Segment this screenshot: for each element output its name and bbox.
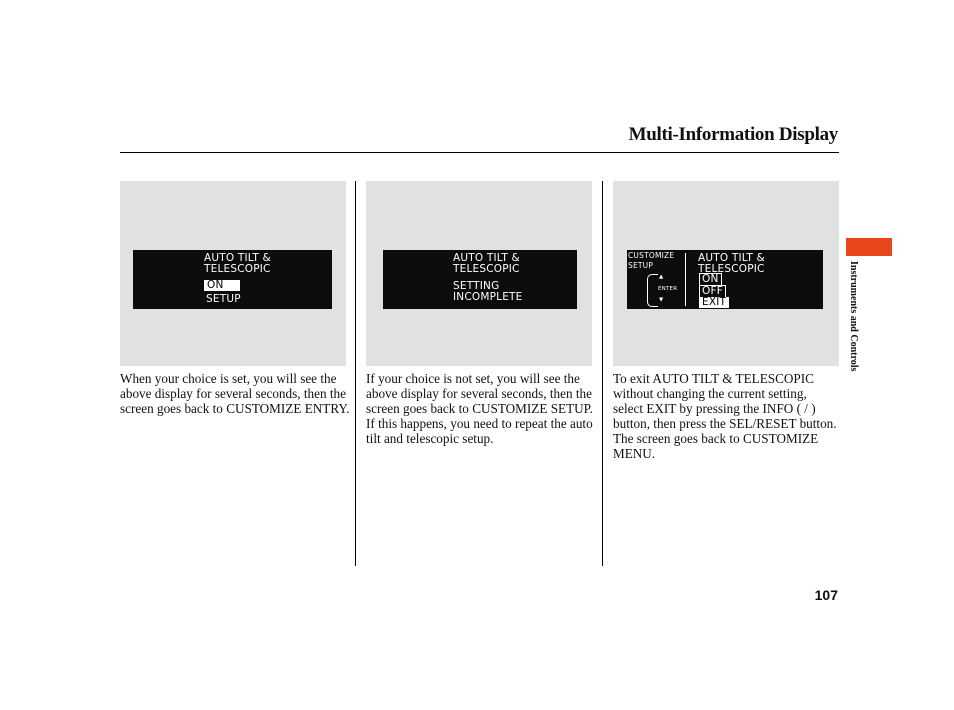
section-tab bbox=[846, 238, 892, 256]
enter-label: ENTER bbox=[658, 286, 678, 292]
lcd-line: TELESCOPIC bbox=[453, 263, 520, 275]
lcd-line: TELESCOPIC bbox=[698, 263, 765, 275]
lcd-left-line: SETUP bbox=[628, 261, 654, 270]
display-panel-2 bbox=[366, 181, 592, 366]
lcd-status-line: SETTING bbox=[453, 280, 500, 292]
lcd-line: AUTO TILT & bbox=[204, 252, 271, 264]
dial-icon bbox=[647, 274, 658, 307]
lcd-screen-2 bbox=[383, 250, 577, 309]
dial-down-arrow-icon: ▼ bbox=[659, 297, 664, 303]
display-panel-1 bbox=[120, 181, 346, 366]
lcd-line: AUTO TILT & bbox=[698, 252, 765, 264]
lcd-option-selected: EXIT bbox=[699, 297, 729, 308]
lcd-divider bbox=[685, 253, 686, 306]
section-label: Instruments and Controls bbox=[848, 261, 859, 372]
title-rule bbox=[120, 152, 839, 153]
display-panel-3 bbox=[613, 181, 839, 366]
column-divider-1 bbox=[355, 181, 356, 566]
lcd-screen-3 bbox=[627, 250, 823, 309]
lcd-option: SETUP bbox=[206, 293, 241, 305]
dial-up-arrow-icon: ▲ bbox=[659, 274, 664, 280]
lcd-option: OFF bbox=[702, 285, 723, 297]
lcd-line: TELESCOPIC bbox=[204, 263, 271, 275]
column-text-2: If your choice is not set, you will see the above display for several seconds, then the screen goes back to CUSTOMIZE SETUP. If this happens, you need to repeat the auto tilt and telescopic setup. bbox=[366, 371, 593, 446]
lcd-left-line: CUSTOMIZE bbox=[628, 251, 675, 260]
column-divider-2 bbox=[602, 181, 603, 566]
lcd-screen-1 bbox=[133, 250, 332, 309]
lcd-line: AUTO TILT & bbox=[453, 252, 520, 264]
column-text-1: When your choice is set, you will see the above display for several seconds, then the screen goes back to CUSTOMIZE ENTRY. bbox=[120, 371, 350, 416]
lcd-status-line: INCOMPLETE bbox=[453, 291, 523, 303]
column-text-3: To exit AUTO TILT & TELESCOPIC without changing the current setting, select EXIT by pressing the INFO ( / ) button, then press the SEL/RESET button. The screen goes back to CUSTOMIZE MENU. bbox=[613, 371, 837, 461]
lcd-option-selected: ON bbox=[204, 280, 240, 291]
lcd-option: ON bbox=[702, 273, 719, 285]
page-number: 107 bbox=[814, 587, 838, 603]
page-title: Multi-Information Display bbox=[628, 124, 838, 145]
